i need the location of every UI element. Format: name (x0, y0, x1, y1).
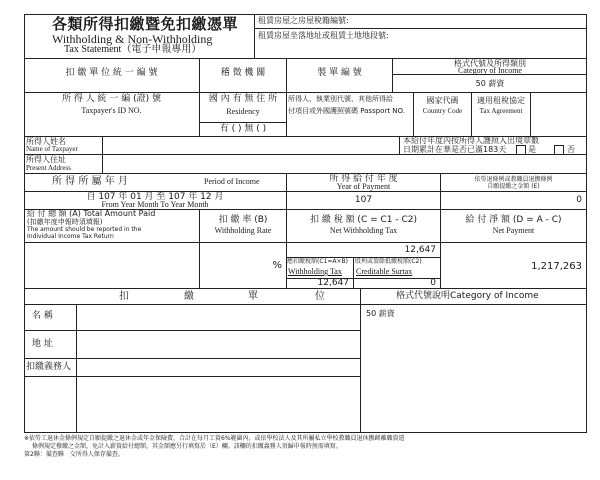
withholder-header-4: 位 (315, 291, 325, 302)
stay-no-label: 否 (567, 145, 575, 154)
taxpayer-id-label-en: Taxpayer's ID NO. (81, 106, 142, 115)
withholding-rate-label-en: Withholding Rate (214, 226, 272, 235)
period-value-en: From Year Month To Year Month (101, 200, 209, 209)
taxpayer-name-label: 所得人姓名 (26, 137, 66, 146)
foreign-id-label: 所得人、執業別代號、其他所得給 (288, 95, 393, 103)
country-code-label: 國家代碼 (426, 96, 459, 105)
format-code-label: 格式代號及所得類別 (454, 59, 526, 68)
address-bottom (24, 173, 587, 174)
withholder-mid-v (360, 288, 361, 433)
total-amount-label-en2: Individual Income Tax Return (27, 233, 114, 240)
tax-agreement-label: 適用租稅協定 (477, 96, 525, 105)
stay-note-1: 本給付年度內按所得人護照入出境章數 (403, 136, 539, 145)
foreign-id-label-2: 付項目或外國護照號碼 Passport NO. (288, 107, 405, 115)
c1-label: 應扣繳稅額(C1=A×B) (287, 258, 348, 265)
form-title: 各類所得扣繳暨免扣繳憑單 (52, 15, 239, 33)
taxpayer-name-label-en: Name of Taxpayer (26, 145, 78, 153)
stay-vline (399, 136, 400, 154)
residency-label-en: Residency (226, 107, 260, 116)
withholding-tax-label: 扣 繳 稅 額 (C = C1 - C2) (309, 215, 417, 225)
withholder-address-label: 地 址 (32, 339, 53, 349)
c2-value: 0 (430, 278, 436, 288)
withholder-agent-label: 扣繳義務人 (26, 362, 72, 372)
rental-address-label: 租賃房屋坐落地址或租賃土地地段號: (258, 31, 389, 40)
withholding-tax-label-en: Net Withholding Tax (329, 226, 398, 235)
pension-note-2: 自願提繳之金額 (E) (487, 183, 540, 190)
footer-note-1: ※依勞工退休金條例規定自願提繳之退休金或年金保險費，合計在每月工資6%範圍內，或依學校法人及其所屬私立學校教職員退休撫卹離職資遣 (24, 435, 405, 442)
pay-year-label: 所 得 給 付 年 度 (329, 174, 398, 184)
c1-label-en: Withholding Tax (288, 267, 342, 276)
net-payment-label: 給 付 淨 額 (D = A - C) (465, 215, 562, 225)
taxpayer-id-label: 所 得 人 統 一 編 (證) 號 (61, 94, 162, 104)
taxpayer-address-label-en: Present Address (26, 164, 71, 172)
row2-mid (199, 122, 286, 123)
tax-office-label: 稽 徵 機 關 (220, 68, 266, 78)
pay-year-value: 107 (354, 195, 373, 205)
country-code-label-en: Country Code (422, 107, 463, 115)
c1-value: 12,647 (317, 278, 349, 288)
frame-bottom (24, 432, 587, 433)
row1-bottom (24, 92, 587, 93)
total-amount-label-en1: The amount should be reported in the (27, 226, 142, 233)
pay-year-label-en: Year of Payment (336, 182, 391, 191)
c2-label: 股利或盈餘抵繳稅額(C2) (355, 258, 422, 265)
residency-label: 國 內 有 無 住 所 (208, 94, 278, 104)
pension-note-1: 依勞退條例或教職員退撫條例 (474, 176, 553, 183)
form-title-en: Withholding & Non-Withholding (52, 32, 213, 46)
tax-statement-form (24, 14, 587, 458)
stay-no-checkbox[interactable] (554, 145, 564, 155)
taxpayer-address-label: 所得人住址 (26, 155, 66, 164)
withholder-agent-bottom (24, 376, 360, 377)
withholder-header-2: 繳 (184, 291, 194, 302)
footer-note-2: 條例規定撥繳之金額，免計入薪資給付總額，其金額應另行填寫於（E）欄。該欄的扣繳義務人須歸申報時無需填寫。 (32, 443, 342, 450)
withholder-address-bottom (24, 358, 360, 359)
category-explanation-label: 格式代號說明Category of Income (396, 291, 539, 301)
withholder-header-bottom (24, 304, 587, 305)
period-label-en: Period of Income (204, 177, 260, 186)
withholding-rate-label: 扣 繳 率 (B) (218, 215, 268, 225)
withholder-name-label: 名 稱 (32, 311, 53, 321)
stay-yes-label: 是 (528, 145, 536, 154)
form-no-label: 製 單 編 號 (317, 68, 362, 78)
withholder-header-3: 單 (248, 291, 258, 302)
row2-v3 (530, 92, 531, 136)
c2-label-en: Creditable Surtax (356, 267, 413, 276)
withholder-header-1: 扣 (119, 291, 129, 302)
residency-choice: 有 ( ) 無 ( ) (219, 124, 267, 134)
withholder-label-v (76, 304, 77, 433)
footer-copy-label: 第2聯：備查聯 交所得人保存備查。 (24, 451, 124, 458)
form-subtitle: Tax Statement（電子申報專用） (64, 44, 202, 55)
rate-percent: % (272, 260, 282, 271)
pension-value: 0 (576, 195, 582, 205)
period-value: 自 107 年 01 月 至 107 年 12 月 (86, 192, 224, 202)
rental-tax-id-label: 租賃房屋之房屋稅籍編號: (258, 16, 349, 25)
format-code-value: 50 薪資 (475, 79, 505, 88)
format-code-label-en: Category of Income (458, 66, 522, 75)
unit-id-label: 扣 繳 單 位 統 一 編 號 (65, 68, 158, 78)
amount-header-bottom (24, 242, 587, 243)
net-payment-label-en: Net Payment (492, 226, 535, 235)
header-hline-mid (254, 28, 587, 29)
stay-note-2: 日期累計在華是否已滿183天 (403, 145, 507, 154)
stay-yes-checkbox[interactable] (516, 145, 526, 155)
total-amount-label-2: (扣繳年度申報時須填報) (27, 218, 103, 226)
withholding-tax-value: 12,647 (404, 245, 436, 255)
category-explanation-value: 50 薪資 (366, 309, 395, 318)
withholder-name-bottom (24, 330, 360, 331)
net-payment-value: 1,217,263 (531, 261, 582, 272)
tax-agreement-label-en: Tax Agreement (479, 107, 523, 115)
total-amount-label: 給 付 總 額 (A) Total Amount Paid (27, 209, 156, 218)
header-vline (254, 14, 255, 58)
frame-right (586, 14, 587, 433)
period-label: 所 得 所 屬 年 月 (52, 176, 128, 187)
